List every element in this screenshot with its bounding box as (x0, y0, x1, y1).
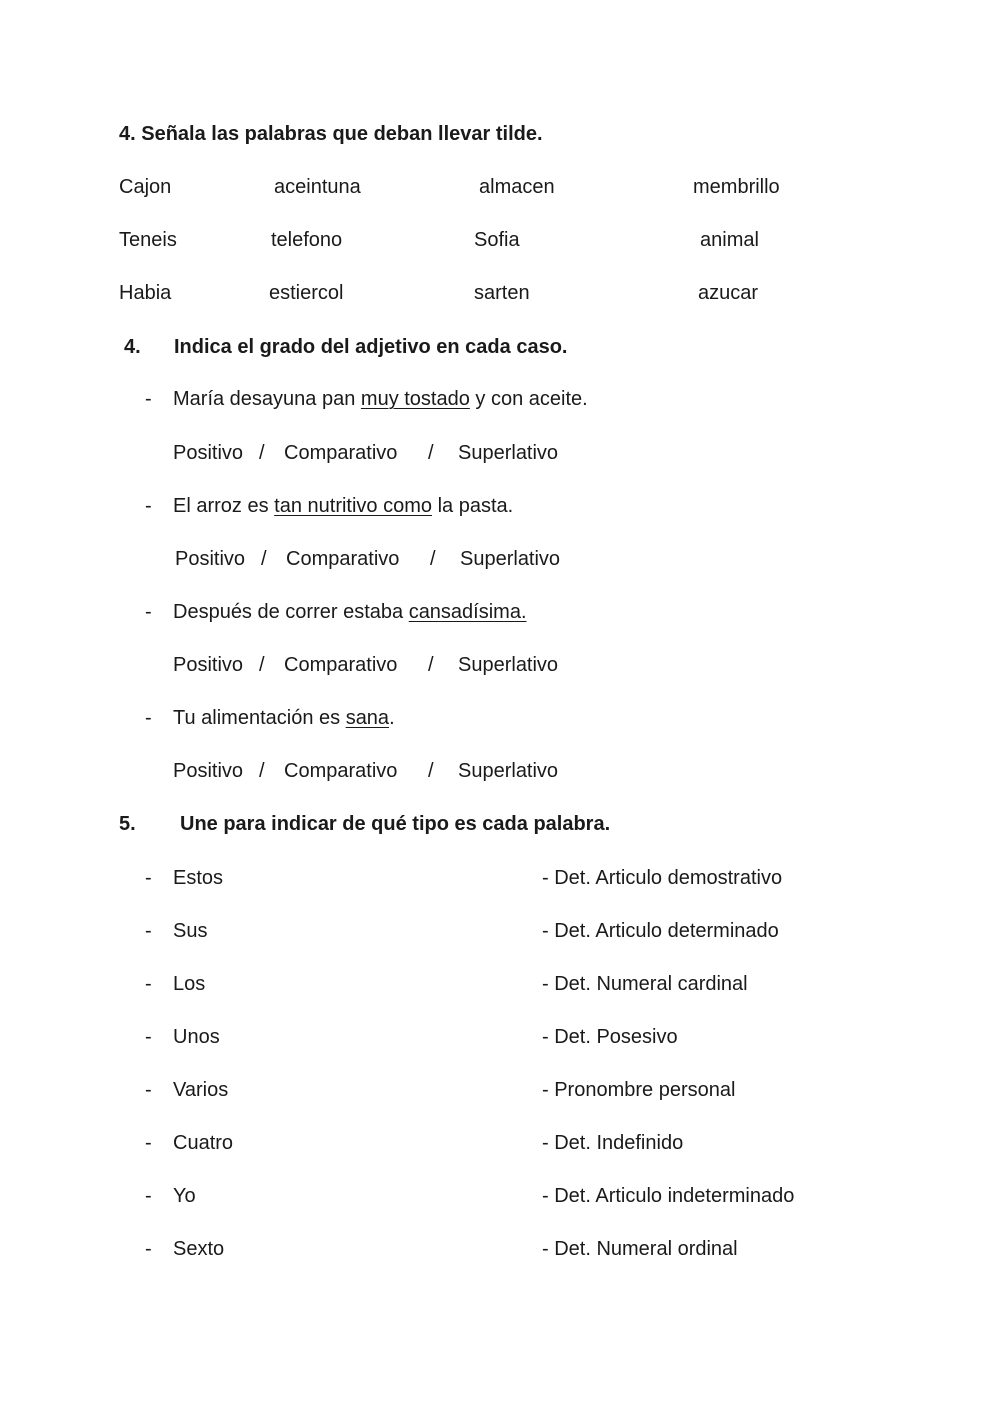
sentence-text: El arroz es (173, 495, 275, 517)
bullet-dash: - (145, 1079, 152, 1101)
option-comparativo: Comparativo (284, 760, 398, 782)
right-category: - Det. Articulo determinado (542, 920, 779, 942)
word-membrillo: membrillo (693, 176, 780, 198)
left-word-unos: Unos (173, 1026, 220, 1048)
right-category: - Det. Posesivo (542, 1026, 678, 1048)
section1-title: 4. Señala las palabras que deban llevar tilde. (119, 123, 543, 145)
word-teneis: Teneis (119, 229, 177, 251)
bullet-dash: - (145, 1238, 152, 1260)
bullet-dash: - (145, 1026, 152, 1048)
option-superlativo: Superlativo (458, 442, 559, 464)
sentence-text: . (389, 707, 395, 729)
option-slash: / (259, 442, 265, 464)
word-cajon: Cajon (119, 176, 172, 198)
bullet-dash: - (145, 1185, 152, 1207)
word-animal: animal (700, 229, 759, 251)
option-positivo: Positivo (173, 760, 244, 782)
word-almacen: almacen (479, 176, 555, 198)
option-slash: / (259, 760, 265, 782)
option-positivo: Positivo (173, 654, 244, 676)
left-word-los: Los (173, 973, 206, 995)
right-category: - Det. Numeral ordinal (542, 1238, 738, 1260)
right-category: - Det. Numeral cardinal (542, 973, 748, 995)
sentence-text: Tu alimentación es (173, 707, 346, 729)
sentence-3 (173, 600, 527, 624)
left-word-yo: Yo (173, 1185, 196, 1207)
underlined-adjective: cansadísima. (408, 601, 527, 623)
bullet-dash: - (145, 1132, 152, 1154)
sentence-text: Después de correr estaba (173, 601, 409, 623)
sentence-text: la pasta. (432, 495, 514, 517)
right-category: - Det. Articulo demostrativo (542, 867, 783, 889)
word-sofia: Sofia (474, 229, 520, 251)
left-word-sexto: Sexto (173, 1238, 225, 1260)
left-word-sus: Sus (173, 920, 208, 942)
left-word-cuatro: Cuatro (173, 1132, 234, 1154)
option-positivo: Positivo (173, 442, 244, 464)
sentence-text: María desayuna pan (173, 388, 361, 410)
option-superlativo: Superlativo (458, 760, 559, 782)
sentence-text: y con aceite. (469, 388, 588, 410)
right-category: - Det. Articulo indeterminado (542, 1185, 795, 1207)
sentence-1 (173, 387, 588, 411)
bullet-dash: - (145, 920, 152, 942)
left-word-varios: Varios (173, 1079, 229, 1101)
sentence-2 (173, 494, 513, 518)
word-habia: Habia (119, 282, 172, 304)
sentence-4 (173, 706, 395, 730)
option-slash: / (428, 760, 434, 782)
option-comparativo: Comparativo (286, 548, 400, 570)
section3-number: 5. (119, 813, 136, 835)
option-slash: / (428, 654, 434, 676)
option-superlativo: Superlativo (458, 654, 559, 676)
section2-title: Indica el grado del adjetivo en cada caso. (174, 336, 568, 358)
underlined-adjective: tan nutritivo como (274, 495, 433, 517)
word-aceintuna: aceintuna (274, 176, 361, 198)
option-slash: / (430, 548, 436, 570)
option-superlativo: Superlativo (460, 548, 561, 570)
left-word-estos: Estos (173, 867, 224, 889)
bullet-dash: - (145, 495, 152, 517)
bullet-dash: - (145, 707, 152, 729)
word-estiercol: estiercol (269, 282, 344, 304)
option-comparativo: Comparativo (284, 654, 398, 676)
section2-number: 4. (124, 336, 141, 358)
right-category: - Pronombre personal (542, 1079, 736, 1101)
option-positivo: Positivo (175, 548, 246, 570)
bullet-dash: - (145, 601, 152, 623)
word-azucar: azucar (698, 282, 759, 304)
underlined-adjective: muy tostado (360, 388, 470, 410)
underlined-adjective: sana (345, 707, 390, 729)
option-slash: / (261, 548, 267, 570)
bullet-dash: - (145, 867, 152, 889)
option-comparativo: Comparativo (284, 442, 398, 464)
word-sarten: sarten (474, 282, 530, 304)
word-telefono: telefono (271, 229, 343, 251)
bullet-dash: - (145, 973, 152, 995)
right-category: - Det. Indefinido (542, 1132, 684, 1154)
option-slash: / (259, 654, 265, 676)
option-slash: / (428, 442, 434, 464)
bullet-dash: - (145, 388, 152, 410)
section3-title: Une para indicar de qué tipo es cada palabra. (180, 813, 611, 835)
